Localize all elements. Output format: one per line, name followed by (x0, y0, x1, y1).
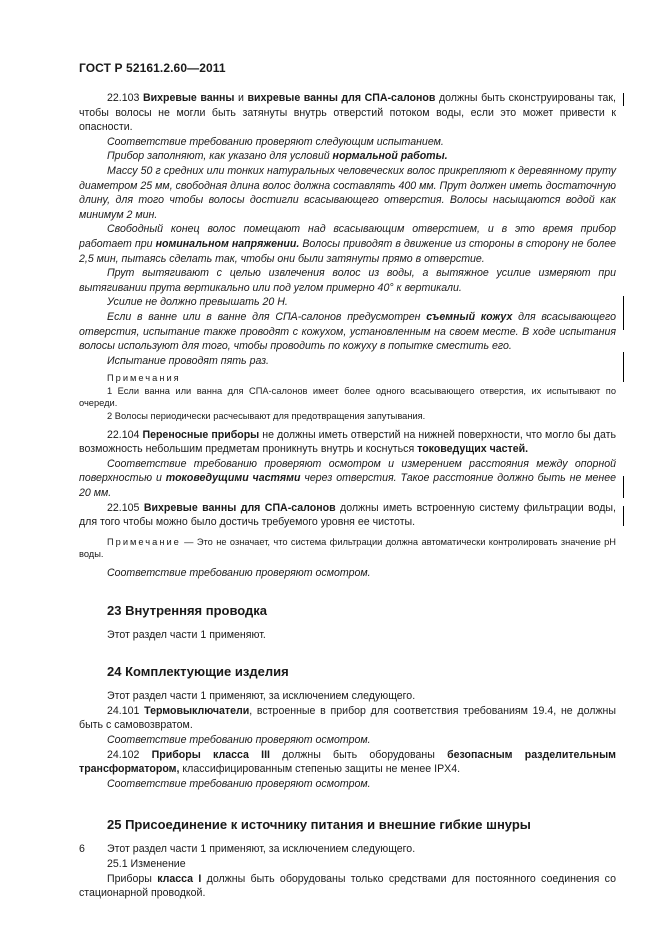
page-content (79, 91, 616, 901)
term-thermal-cutouts: Термовыключатели (144, 704, 250, 717)
clause-24-101: 24.101 Термовыключатели, встроенные в прибор для соответствия требованиям 19.4, не должны быть с самовозвратом. (79, 704, 616, 732)
subsection-heading: 25.1 Изменение (107, 857, 186, 870)
compliance-text: Соответствие требованию проверяют осмотром и измерением расстояния между опорной поверхностью и токоведущими частями через отверстия. Такое расстояние должно быть не менее 20 мм. (79, 457, 616, 500)
test-procedure-text: Если в ванне или в ванне для СПА-салонов предусмотрен съемный кожух для всасывающего отверстия, испытание также проводят с кожухом, установленным на своем месте. В ходе испытания волосы используют для того, чтобы проводить по кожуху в попытке сместить его. (79, 310, 617, 353)
compliance-text: Соответствие требованию проверяют осмотром. (107, 733, 371, 746)
note-item: 1 Если ванна или ванна для СПА-салонов имеет более одного всасывающего отверстия, их испытывают по очереди. (79, 385, 616, 409)
term-live-parts: токоведущими частями (165, 472, 301, 485)
clause-24-102: 24.102 Приборы класса III должны быть оборудованы безопасным разделительным трансформатором, классифицированным степенью защиты не менее IPX4. (79, 748, 616, 776)
clause-number: 22.104 (107, 428, 140, 441)
compliance-text: Соответствие требованию проверяют следующим испытанием. (107, 135, 444, 148)
term-removable-cover: съемный кожух (426, 310, 513, 323)
clause-number: 22.105 (107, 501, 140, 514)
clause-22-104: 22.104 Переносные приборы не должны иметь отверстий на нижней поверхности, что могло бы дать возможность небольшим предметам проникнуть внутрь и коснуться токоведущих частей. (79, 428, 616, 456)
clause-22-103: 22.103 Вихревые ванны и вихревые ванны для СПА-салонов должны быть сконструированы так, чтобы волосы не могли быть затянуты внутрь отверстий потоком воды, если это может привести к опасности. (79, 92, 617, 134)
term-class-iii-appliances: Приборы класса III (151, 748, 270, 761)
section-text: Этот раздел части 1 применяют, за исключением следующего. (107, 843, 416, 856)
note-label: Примечание (107, 536, 181, 547)
notes-label: Примечания (107, 373, 181, 384)
term-whirlpool-baths: Вихревые ванны (142, 92, 235, 104)
section-title-24: 24 Комплектующие изделия (107, 664, 289, 680)
test-procedure-text: Массу 50 г средних или тонких натуральных человеческих волос прикрепляют к деревянному пруту диаметром 25 мм, свободная длина волос должна составлять 400 мм. Прут должен иметь достаточную длину, для того чтобы волосы достигли всасывающего отверстия. Волосы насыщаются водой как минимум 2 мин. (79, 164, 616, 221)
notes-block (79, 372, 616, 422)
note-item: Примечание — Это не означает, что система фильтрации должна автоматически контролировать значение рН воды. (79, 536, 616, 560)
term-safety-isolating-transformer: безопасным разделительным трансформатором, (79, 748, 616, 776)
section-text: Этот раздел части 1 применяют, за исключением следующего. (107, 690, 416, 703)
test-procedure-text: Усилие не должно превышать 20 Н. (107, 296, 288, 309)
change-bar (623, 352, 624, 382)
clause-22-105: 22.105 Вихревые ванны для СПА-салонов должны иметь встроенную систему фильтрации воды, для того чтобы можно было достичь требуемого уровня ее чистоты. (79, 501, 616, 529)
clause-number: 24.102 (107, 748, 140, 761)
change-bar (623, 506, 624, 526)
test-procedure-text: Прибор заполняют, как указано для условий нормальной работы. (107, 150, 448, 163)
term-portable-appliances: Переносные приборы (142, 428, 260, 441)
clause-number: 24.101 (107, 704, 140, 717)
section-text: Приборы класса I должны быть оборудованы только средствами для постоянного соединения со стационарной проводкой. (79, 872, 616, 900)
note-item: 2 Волосы периодически расчесывают для предотвращения запутывания. (107, 411, 426, 422)
term-live-parts: токоведущих частей. (417, 443, 529, 456)
change-bar (623, 296, 624, 330)
test-procedure-text: Прут вытягивают с целью извлечения волос из воды, а вытяжное усилие измеряют при вытягивании прута вертикально или под углом примерно 40° к вертикали. (79, 267, 616, 294)
section-title-25: 25 Присоединение к источнику питания и внешние гибкие шнуры (107, 817, 531, 833)
change-bar (623, 93, 624, 106)
term-class-i: класса I (157, 872, 202, 885)
compliance-text: Соответствие требованию проверяют осмотром. (107, 777, 371, 790)
term-rated-voltage: номинальном напряжении. (155, 237, 300, 250)
section-title-23: 23 Внутренняя проводка (107, 602, 268, 618)
note-block (79, 536, 616, 561)
compliance-text: Соответствие требованию проверяют осмотром. (107, 567, 371, 579)
term-spa-whirlpool-baths: вихревые ванны для СПА-салонов (247, 92, 436, 104)
clause-number: 22.103 (107, 92, 140, 104)
page-number: 6 (79, 843, 85, 855)
change-bar (623, 476, 624, 498)
test-procedure-text: Испытание проводят пять раз. (107, 354, 269, 367)
document-header: ГОСТ Р 52161.2.60—2011 (79, 61, 226, 75)
section-text: Этот раздел части 1 применяют. (107, 628, 266, 641)
term-spa-whirlpool-baths: Вихревые ванны для СПА-салонов (143, 501, 336, 514)
test-procedure-text: Свободный конец волос помещают над всасывающим отверстием, и в это время прибор работает при номинальном напряжении. Волосы приводят в движение из стороны в сторону не более 2,5 мин, пытаясь сделать так, чтобы они были затянуты прямо в отверстие. (79, 223, 616, 265)
term-normal-operation: нормальной работы. (332, 150, 448, 163)
